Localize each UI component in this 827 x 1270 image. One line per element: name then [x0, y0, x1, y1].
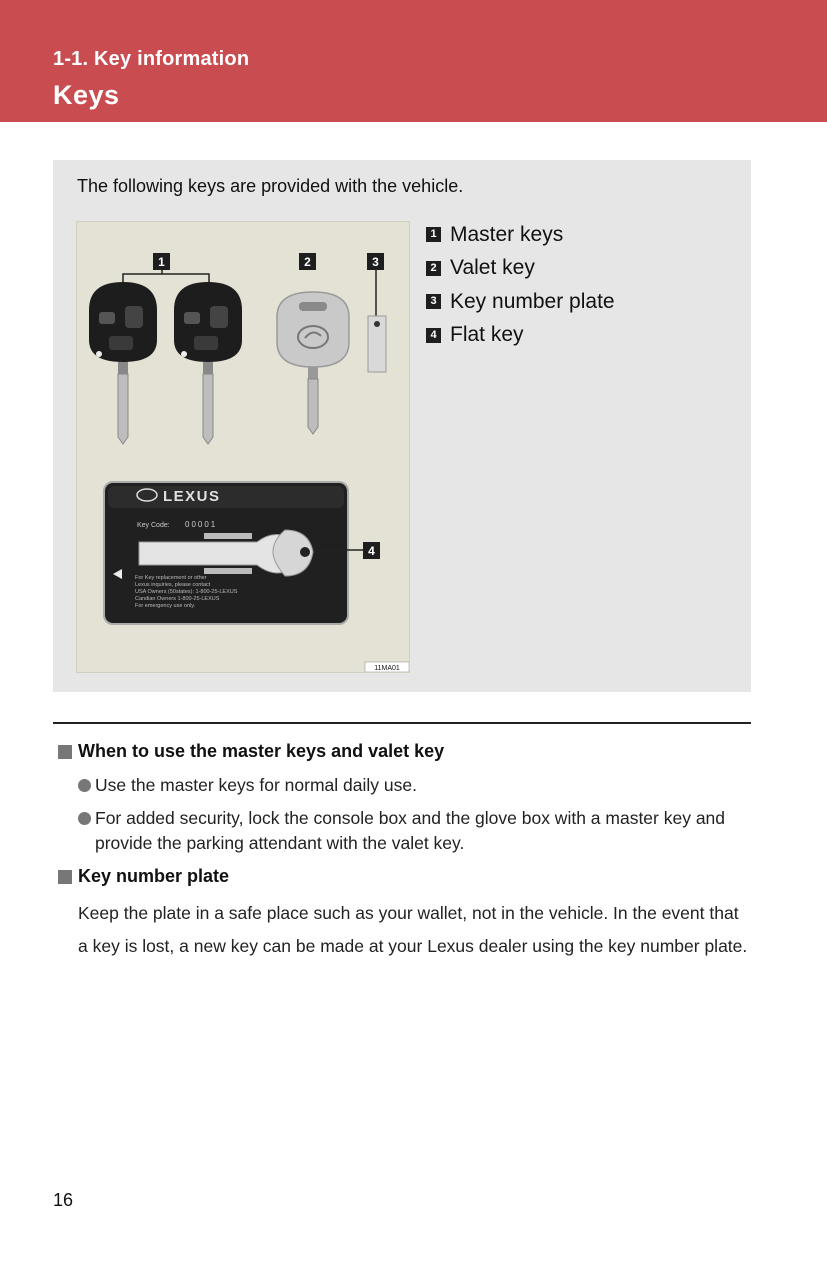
key-number-tag	[368, 316, 386, 372]
legend-label: Master keys	[450, 222, 564, 246]
round-bullet-icon	[78, 812, 91, 825]
callout-3: 3	[372, 255, 379, 269]
section-title: 1-1. Key information	[53, 48, 250, 70]
page-number: 16	[53, 1190, 74, 1210]
legend-item	[426, 252, 615, 286]
legend-number: 4	[426, 328, 441, 343]
bullet-text: Use the master keys for normal daily use.	[95, 775, 417, 795]
square-bullet-icon	[58, 745, 72, 759]
callout-2: 2	[304, 255, 311, 269]
bullet-item	[78, 806, 745, 856]
callout-1: 1	[158, 255, 165, 269]
card-line: Lexus inquiries, please contact	[135, 582, 211, 588]
page-header	[0, 0, 827, 122]
card-line: For Key replacement or other	[135, 575, 207, 581]
valet-key	[277, 292, 349, 434]
master-key-left	[89, 282, 157, 444]
keys-legend	[426, 218, 615, 352]
card-brand: LEXUS	[163, 488, 221, 505]
callout-1-bracket	[123, 270, 209, 284]
callout-4: 4	[368, 544, 375, 558]
legend-item	[426, 319, 615, 353]
keys-illustration-svg	[77, 222, 409, 672]
round-bullet-icon	[78, 779, 91, 792]
panel-intro: The following keys are provided with the vehicle.	[77, 176, 464, 196]
heading-text: Key number plate	[78, 866, 230, 886]
key-number-plate-paragraph: Keep the plate in a safe place such as your wallet, not in the vehicle. In the event that a key is lost, a new key can be made at your Lexus dealer using the key number plate.	[78, 903, 748, 956]
square-bullet-icon	[58, 870, 72, 884]
card-code-value: 00001	[185, 520, 218, 529]
legend-label: Key number plate	[450, 289, 615, 313]
card-line: USA Owners (50states): 1-800-25-LEXUS	[135, 589, 238, 595]
page-title: Keys	[53, 80, 120, 110]
card-line: For emergency use only.	[135, 603, 196, 609]
master-key-right	[174, 282, 242, 444]
legend-number: 2	[426, 261, 441, 276]
section-divider	[53, 722, 751, 724]
card-code-label: Key Code:	[137, 522, 170, 529]
legend-number: 1	[426, 227, 441, 242]
keys-illustration	[76, 221, 410, 673]
keys-panel	[53, 160, 751, 692]
legend-item	[426, 285, 615, 319]
heading-text: When to use the master keys and valet key	[78, 741, 445, 761]
legend-number: 3	[426, 294, 441, 309]
legend-label: Valet key	[450, 256, 535, 280]
key-number-plate-card	[104, 482, 348, 624]
legend-label: Flat key	[450, 323, 524, 347]
bullet-text: For added security, lock the console box and the glove box with a master key and provide the parking attendant with the valet key.	[95, 808, 726, 853]
figure-id: 11MA01	[374, 665, 400, 672]
bullet-item	[78, 773, 738, 798]
legend-item	[426, 218, 615, 252]
heading-key-number-plate	[58, 866, 229, 887]
card-line: Candian Owners 1-800-25-LEXUS	[135, 596, 220, 602]
heading-master-valet	[58, 741, 444, 762]
